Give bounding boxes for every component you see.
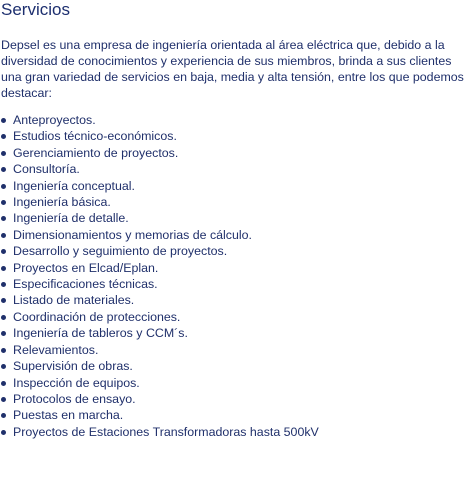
list-item (1, 276, 319, 292)
intro-paragraph: Depsel es una empresa de ingeniería orientada al área eléctrica que, debido a la diversidad de conocimientos y experiencia de sus miembros, brinda a sus clientes una gran variedad de servicios en baja, media y alta tensión, entre los que podemos destacar: (1, 38, 464, 100)
page-title: Servicios (1, 0, 70, 19)
bullet-icon (1, 430, 6, 435)
list-item-label: Ingeniería de detalle. (13, 211, 129, 226)
list-item (1, 161, 319, 177)
list-item-label: Coordinación de protecciones. (13, 309, 181, 324)
list-item-label: Anteproyectos. (13, 113, 96, 127)
list-item-label: Consultoría. (13, 162, 80, 177)
bullet-icon (1, 315, 6, 320)
bullet-icon (1, 348, 6, 353)
list-item-label: Listado de materiales. (13, 293, 135, 308)
list-item (1, 342, 319, 358)
list-item (1, 292, 319, 308)
bullet-icon (1, 134, 6, 139)
bullet-icon (1, 364, 6, 369)
list-item (1, 424, 319, 440)
bullet-icon (1, 233, 6, 238)
list-item (1, 243, 319, 259)
list-item-label: Relevamientos. (13, 342, 99, 357)
list-item-label: Dimensionamientos y memorias de cálculo. (13, 227, 252, 242)
list-item (1, 309, 319, 325)
bullet-icon (1, 167, 6, 172)
bullet-icon (1, 151, 6, 156)
list-item (1, 375, 319, 391)
bullet-icon (1, 216, 6, 221)
list-item-label: Puestas en marcha. (13, 408, 124, 423)
bullet-icon (1, 200, 6, 205)
bullet-icon (1, 331, 6, 336)
list-item-label: Proyectos de Estaciones Transformadoras hasta 500kV (13, 424, 319, 439)
list-item (1, 128, 319, 144)
list-item (1, 391, 319, 407)
bullet-icon (1, 249, 6, 254)
list-item (1, 227, 319, 243)
list-item-label: Ingeniería básica. (13, 195, 111, 210)
bullet-icon (1, 184, 6, 189)
list-item (1, 260, 319, 276)
list-item-label: Ingeniería conceptual. (13, 178, 135, 193)
list-item-label: Supervisión de obras. (13, 359, 133, 374)
bullet-icon (1, 298, 6, 303)
list-item (1, 407, 319, 423)
bullet-icon (1, 266, 6, 271)
list-item (1, 145, 319, 161)
list-item (1, 112, 319, 128)
list-item-label: Protocolos de ensayo. (13, 391, 136, 406)
bullet-icon (1, 118, 6, 123)
list-item-label: Estudios técnico-económicos. (13, 129, 177, 144)
list-item-label: Gerenciamiento de proyectos. (13, 145, 179, 160)
bullet-icon (1, 397, 6, 402)
list-item (1, 178, 319, 194)
services-list (1, 112, 319, 440)
list-item-label: Proyectos en Elcad/Eplan. (13, 260, 159, 275)
bullet-icon (1, 381, 6, 386)
list-item-label: Desarrollo y seguimiento de proyectos. (13, 244, 228, 259)
bullet-icon (1, 413, 6, 418)
list-item (1, 210, 319, 226)
list-item (1, 358, 319, 374)
list-item-label: Especificaciones técnicas. (13, 277, 158, 292)
list-item-label: Inspección de equipos. (13, 375, 140, 390)
bullet-icon (1, 282, 6, 287)
list-item (1, 194, 319, 210)
list-item-label: Ingeniería de tableros y CCM´s. (13, 326, 188, 341)
list-item (1, 325, 319, 341)
